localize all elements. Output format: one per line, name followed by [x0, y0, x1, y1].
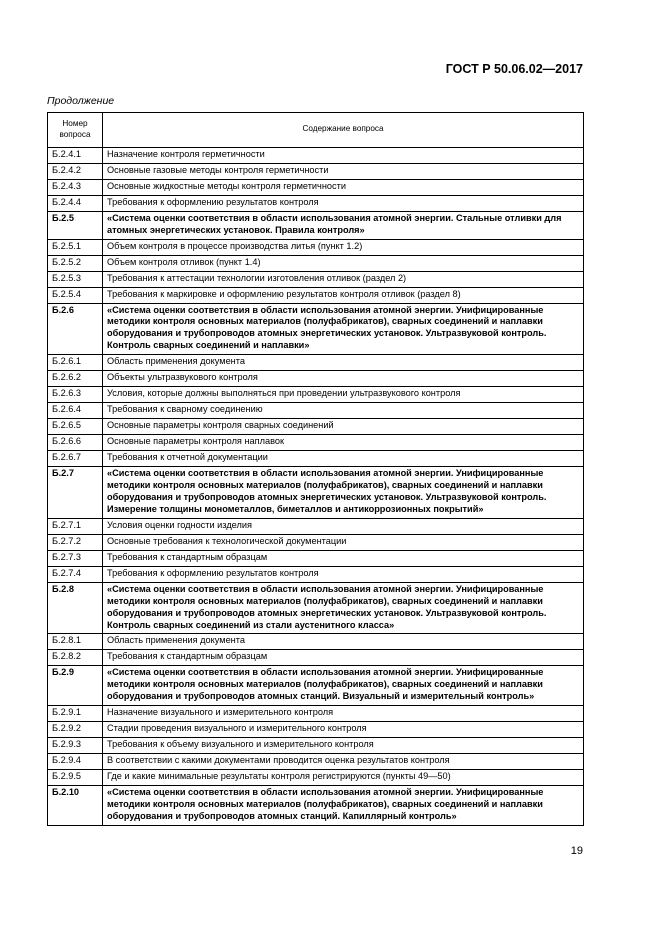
question-number: Б.2.4.3: [48, 179, 103, 195]
table-row: [48, 387, 584, 403]
table-row: [48, 550, 584, 566]
questions-table: [47, 112, 584, 826]
table-row: [48, 770, 584, 786]
question-text: «Система оценки соответствия в области использования атомной энергии. Унифицированные методики контроля основных материалов (полуфабрикатов), сварных соединений и наплавки оборудования и трубопроводов атомных энергетических установок. Ультразвуковой контроль. Измерение толщины монометаллов, биметаллов и антикоррозионных покрытий»: [103, 467, 584, 519]
question-number: Б.2.6.3: [48, 387, 103, 403]
table-row: [48, 467, 584, 519]
question-text: Основные параметры контроля наплавок: [103, 435, 584, 451]
table-row: [48, 211, 584, 239]
continuation-label: Продолжение: [47, 95, 115, 107]
question-number: Б.2.5.1: [48, 239, 103, 255]
question-number: Б.2.5.4: [48, 287, 103, 303]
table-row: [48, 650, 584, 666]
table-row: [48, 195, 584, 211]
question-text: В соответствии с какими документами проводится оценка результатов контроля: [103, 754, 584, 770]
table-row: [48, 435, 584, 451]
question-number: Б.2.9.3: [48, 738, 103, 754]
question-number: Б.2.8.1: [48, 634, 103, 650]
question-number: Б.2.9.5: [48, 770, 103, 786]
question-number: Б.2.5.3: [48, 271, 103, 287]
question-number: Б.2.4.4: [48, 195, 103, 211]
question-number: Б.2.9.4: [48, 754, 103, 770]
table-body: [48, 148, 584, 826]
question-text: «Система оценки соответствия в области использования атомной энергии. Унифицированные методики контроля основных материалов (полуфабрикатов), сварных соединений и наплавки оборудования и трубопроводов атомных станций. Визуальный и измерительный контроль»: [103, 666, 584, 706]
question-number: Б.2.4.1: [48, 148, 103, 164]
table-row: [48, 706, 584, 722]
question-number: Б.2.7.1: [48, 518, 103, 534]
table-row: [48, 355, 584, 371]
question-text: Условия оценки годности изделия: [103, 518, 584, 534]
question-text: Требования к аттестации технологии изготовления отливок (раздел 2): [103, 271, 584, 287]
question-number: Б.2.6.5: [48, 419, 103, 435]
question-number: Б.2.6.7: [48, 451, 103, 467]
question-text: «Система оценки соответствия в области использования атомной энергии. Унифицированные методики контроля основных материалов (полуфабрикатов), сварных соединений и наплавки оборудования и трубопроводов атомных энергетических установок. Ультразвуковой контроль. Контроль сварных соединений и наплавки»: [103, 303, 584, 355]
question-text: Основные параметры контроля сварных соединений: [103, 419, 584, 435]
question-text: Требования к стандартным образцам: [103, 650, 584, 666]
question-text: Основные газовые методы контроля герметичности: [103, 163, 584, 179]
question-text: «Система оценки соответствия в области использования атомной энергии. Унифицированные методики контроля основных материалов (полуфабрикатов), сварных соединений и наплавки оборудования и трубопроводов атомных станций. Капиллярный контроль»: [103, 785, 584, 825]
table-row: [48, 722, 584, 738]
table-header-row: [48, 113, 584, 148]
column-header-content: Содержание вопроса: [103, 113, 584, 148]
question-text: Область применения документа: [103, 634, 584, 650]
table-row: [48, 534, 584, 550]
question-text: Требования к маркировке и оформлению результатов контроля отливок (раздел 8): [103, 287, 584, 303]
question-number: Б.2.9.1: [48, 706, 103, 722]
question-text: Требования к оформлению результатов контроля: [103, 566, 584, 582]
table-row: [48, 287, 584, 303]
question-text: Основные требования к технологической документации: [103, 534, 584, 550]
question-number: Б.2.6.1: [48, 355, 103, 371]
question-text: Условия, которые должны выполняться при проведении ультразвукового контроля: [103, 387, 584, 403]
question-text: Область применения документа: [103, 355, 584, 371]
table-row: [48, 255, 584, 271]
question-text: «Система оценки соответствия в области использования атомной энергии. Унифицированные методики контроля основных материалов (полуфабрикатов), сварных соединений и наплавки оборудования и трубопроводов атомных энергетических установок. Ультразвуковой контроль. Контроль сварных соединений из стали аустенитного класса»: [103, 582, 584, 634]
question-number: Б.2.7.2: [48, 534, 103, 550]
table-row: [48, 419, 584, 435]
question-number: Б.2.8.2: [48, 650, 103, 666]
page-number: 19: [570, 845, 583, 857]
question-text: Основные жидкостные методы контроля герметичности: [103, 179, 584, 195]
table-row: [48, 303, 584, 355]
table-row: [48, 518, 584, 534]
question-text: Требования к сварному соединению: [103, 403, 584, 419]
table-row: [48, 582, 584, 634]
question-text: Требования к стандартным образцам: [103, 550, 584, 566]
question-number: Б.2.6.2: [48, 371, 103, 387]
question-text: Назначение контроля герметичности: [103, 148, 584, 164]
question-text: Объекты ультразвукового контроля: [103, 371, 584, 387]
question-text: Требования к объему визуального и измерительного контроля: [103, 738, 584, 754]
table-row: [48, 403, 584, 419]
question-text: Требования к отчетной документации: [103, 451, 584, 467]
table-row: [48, 451, 584, 467]
question-number: Б.2.4.2: [48, 163, 103, 179]
question-text: Назначение визуального и измерительного контроля: [103, 706, 584, 722]
table-row: [48, 666, 584, 706]
question-number: Б.2.9.2: [48, 722, 103, 738]
column-header-number: Номер вопроса: [48, 113, 103, 148]
question-text: Объем контроля отливок (пункт 1.4): [103, 255, 584, 271]
table-row: [48, 239, 584, 255]
question-number: Б.2.7: [48, 467, 103, 519]
table-row: [48, 634, 584, 650]
question-text: Стадии проведения визуального и измерительного контроля: [103, 722, 584, 738]
question-number: Б.2.5: [48, 211, 103, 239]
table-row: [48, 785, 584, 825]
question-number: Б.2.9: [48, 666, 103, 706]
question-number: Б.2.6.6: [48, 435, 103, 451]
table-row: [48, 163, 584, 179]
question-text: Объем контроля в процессе производства литья (пункт 1.2): [103, 239, 584, 255]
question-number: Б.2.7.4: [48, 566, 103, 582]
question-text: Где и какие минимальные результаты контроля регистрируются (пункты 49—50): [103, 770, 584, 786]
document-header: ГОСТ Р 50.06.02—2017: [445, 62, 583, 76]
table-row: [48, 566, 584, 582]
table-row: [48, 738, 584, 754]
question-number: Б.2.6.4: [48, 403, 103, 419]
question-text: Требования к оформлению результатов контроля: [103, 195, 584, 211]
table-row: [48, 148, 584, 164]
question-text: «Система оценки соответствия в области использования атомной энергии. Стальные отливки для атомных энергетических установок. Правила контроля»: [103, 211, 584, 239]
question-number: Б.2.7.3: [48, 550, 103, 566]
table-row: [48, 371, 584, 387]
question-number: Б.2.10: [48, 785, 103, 825]
question-number: Б.2.8: [48, 582, 103, 634]
table-row: [48, 179, 584, 195]
table-row: [48, 271, 584, 287]
question-number: Б.2.5.2: [48, 255, 103, 271]
question-number: Б.2.6: [48, 303, 103, 355]
table-row: [48, 754, 584, 770]
